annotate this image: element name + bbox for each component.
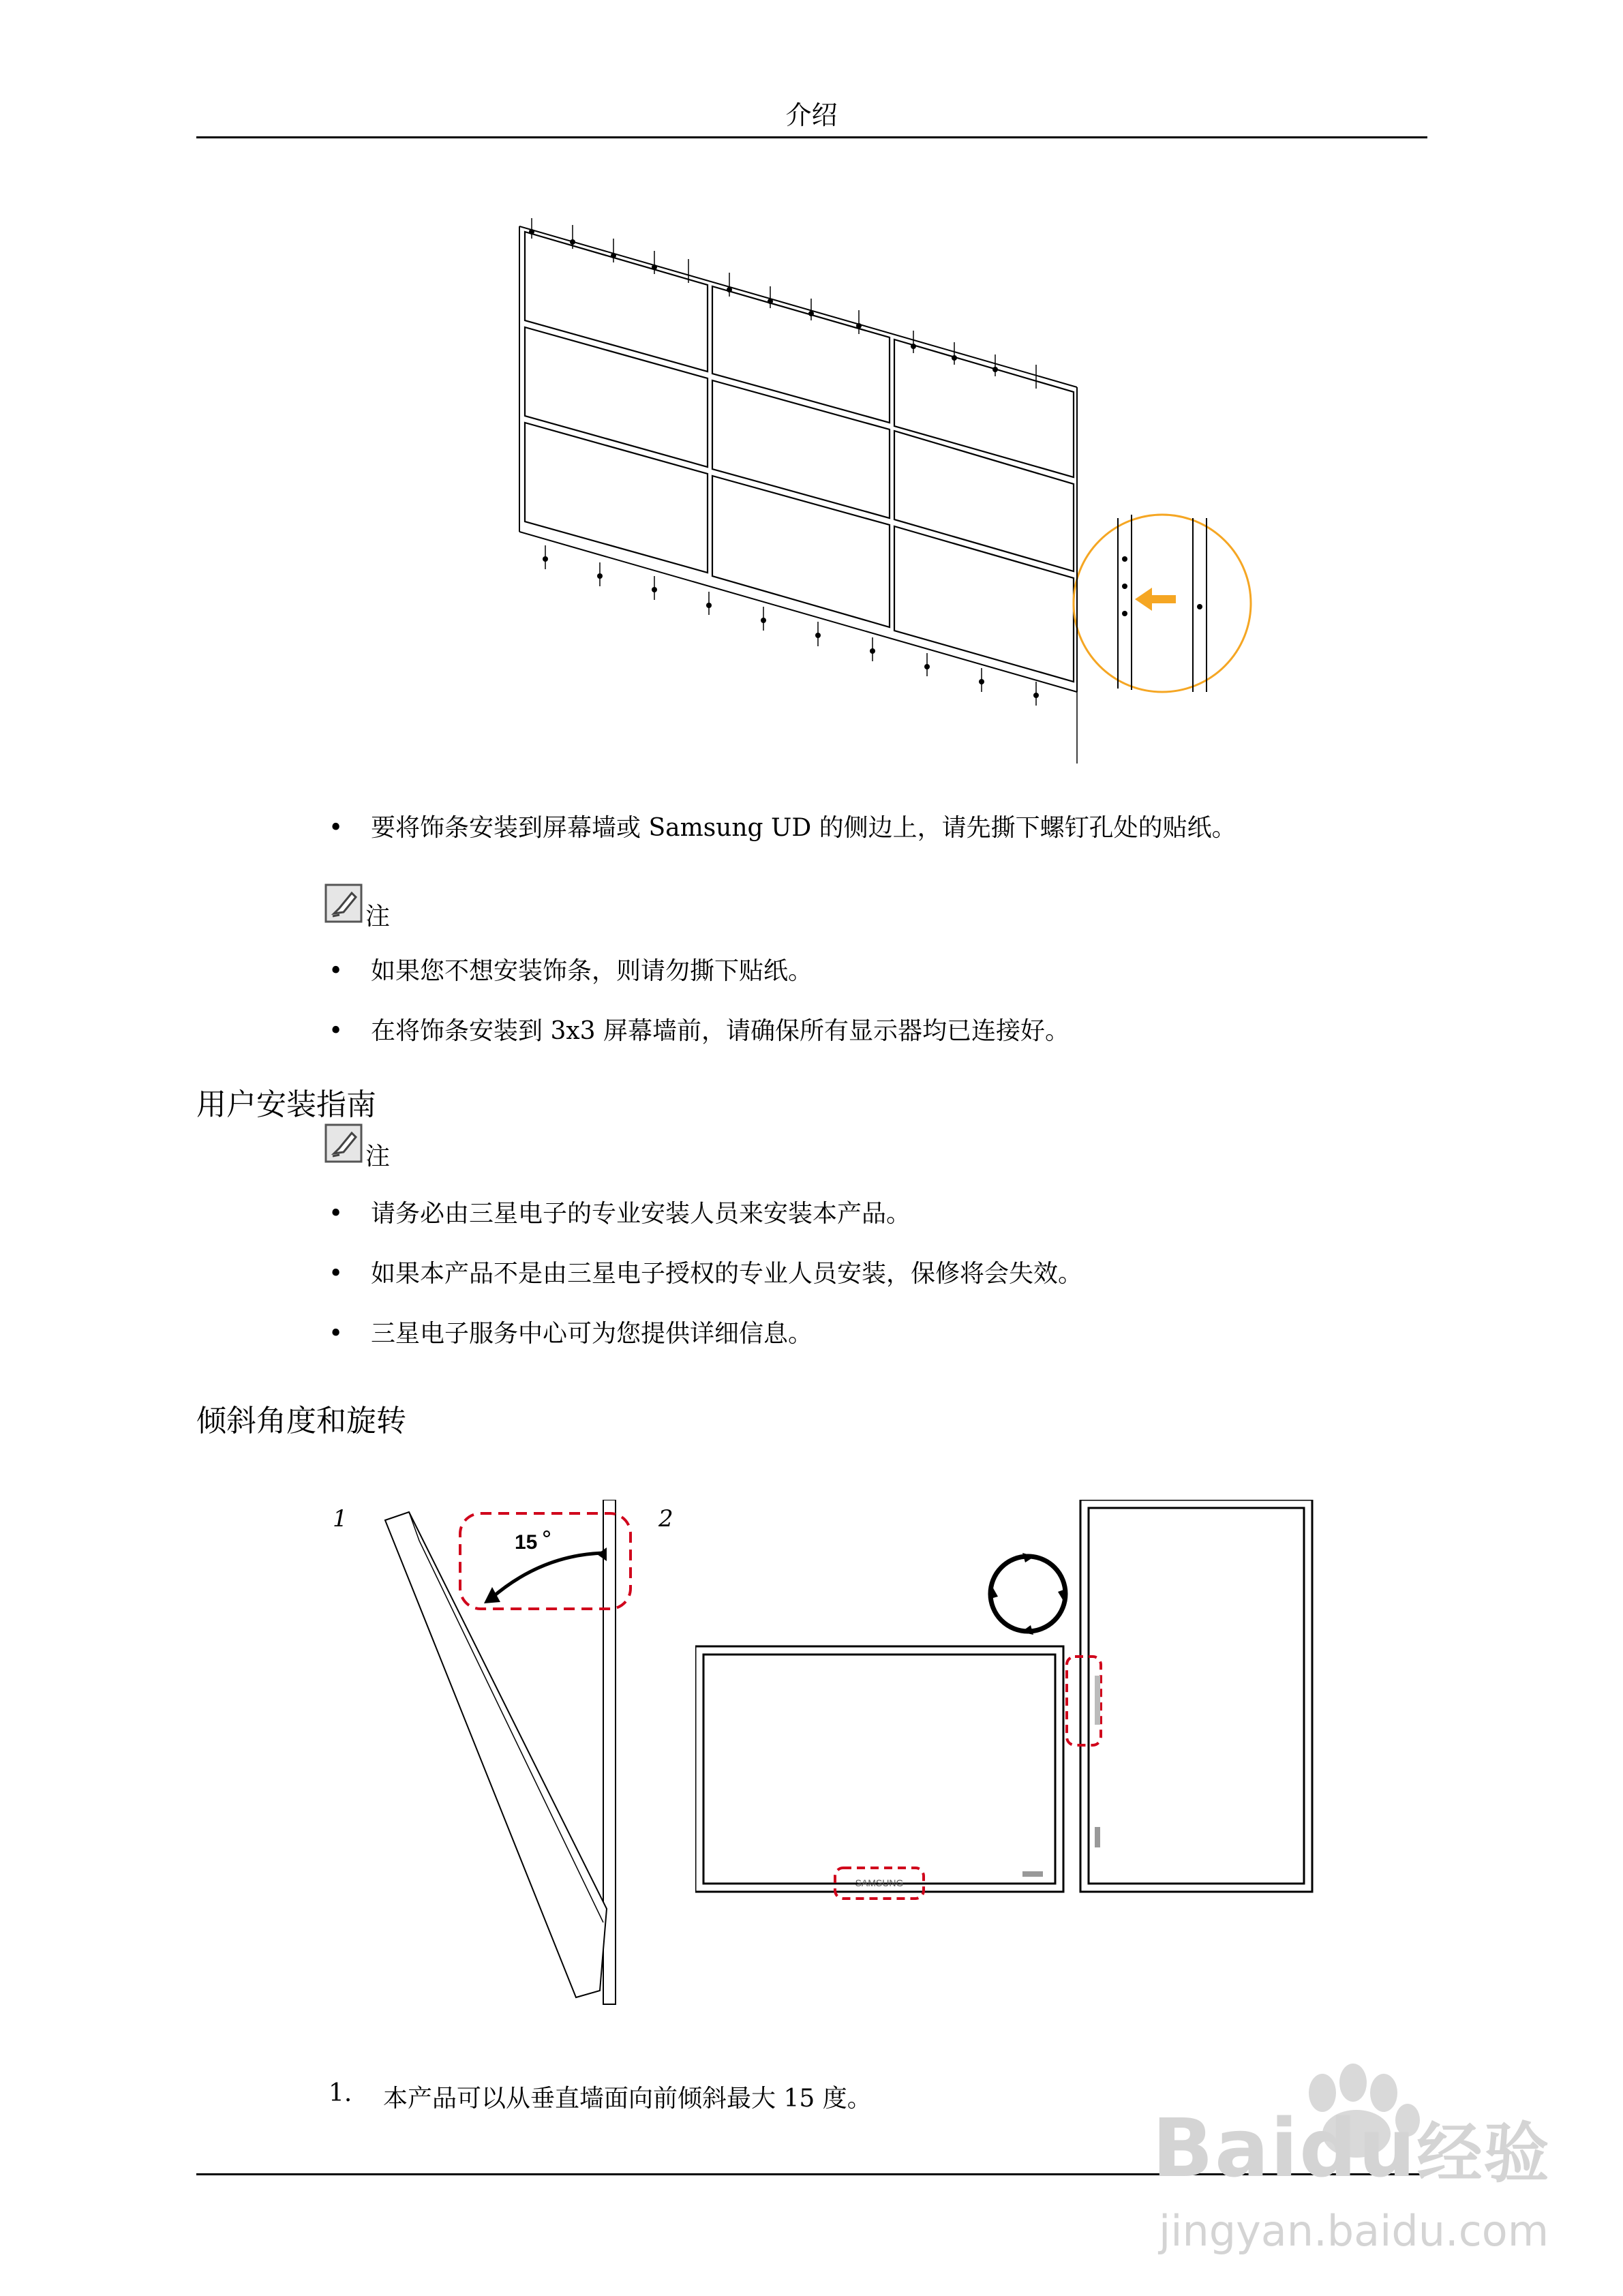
bullet-icon: • [329, 814, 344, 842]
tilt-angle-illustration [368, 1500, 654, 2018]
logo-text: SAMSUNG [855, 1877, 904, 1888]
header-rule [196, 136, 1427, 138]
bullet-icon: • [329, 1200, 344, 1228]
watermark-url: jingyan.baidu.com [1159, 2206, 1549, 2256]
section-title: 倾斜角度和旋转 [196, 1404, 406, 1438]
note-pencil-icon [324, 883, 363, 923]
bullet-icon: • [329, 957, 344, 985]
video-wall-illustration [477, 191, 1275, 791]
figure-label: 2 [658, 1505, 673, 1532]
rotate-icon [990, 1556, 1065, 1631]
watermark-brand: Baidu经验 [1152, 2101, 1551, 2195]
arrow-icon [597, 1547, 607, 1561]
arrow-icon [484, 1587, 500, 1603]
bullet-icon: • [329, 1320, 344, 1348]
section-title: 用户安装指南 [196, 1087, 376, 1122]
bullet-icon: • [329, 1260, 344, 1288]
degree-icon [544, 1531, 549, 1537]
bullet-icon: • [329, 1017, 344, 1045]
note-label: 注 [365, 1143, 391, 1170]
note-pencil-icon [324, 1123, 363, 1163]
page-header-title: 介绍 [785, 100, 838, 130]
rotation-illustration [695, 1500, 1322, 1922]
note-label: 注 [365, 903, 391, 931]
figure-label: 1 [333, 1505, 348, 1532]
angle-label: 15 [515, 1531, 538, 1554]
